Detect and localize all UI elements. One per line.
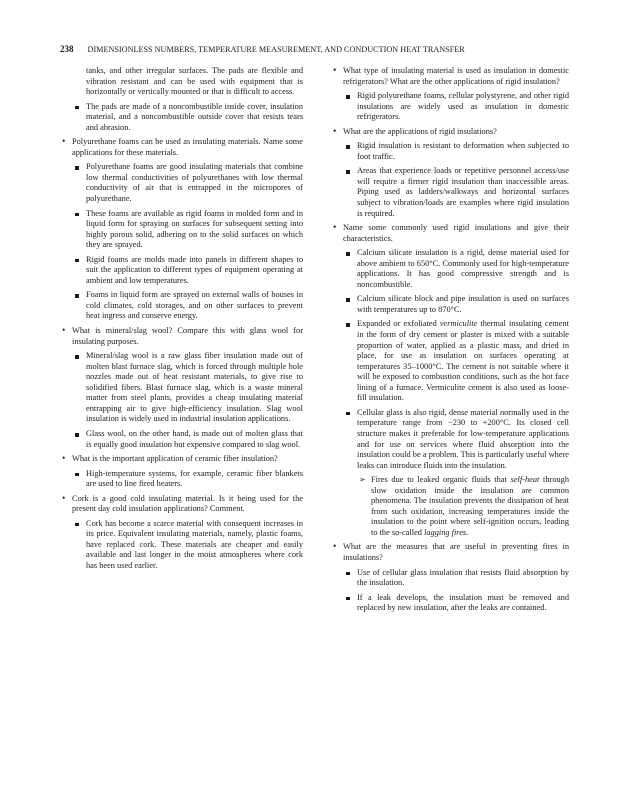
sub-bullet: The pads are made of a noncombustible inside cover, insulation material, and a noncombustible outside cover that resists tears and abrasion. [60,102,303,134]
question-mineral-wool: • What is mineral/slag wool? Compare this with glass wool for insulating purposes. [60,326,303,347]
question-ceramic-fiber: • What is the important application of ceramic fiber insulation? [60,454,303,465]
arrow-bullet-fires [331,475,569,538]
question-polyurethane: • Polyurethane foams can be used as insulating materials. Name some applications for these materials. [60,137,303,158]
text-run: thermal insulating cement in the form of dry cement or plaster is mixed with a suitable proportion of water, applied as a plastic mass, and dried in place, for use as insulation on surfaces operating at temperatures 35–1000°C. The cement is not suitable where it will be exposed to combustion conditions, such as the hot face lining of a furnace. Vermiculite cement is also used as loose-fill insulation. [357,319,569,403]
right-column [331,66,569,618]
continued-paragraph: tanks, and other irregular surfaces. The pads are flexible and vibration resistant and can be used with equipment that is horizontally or vertically mounted or that is difficult to access. [86,66,303,97]
sub-bullet: Mineral/slag wool is a raw glass fiber insulation made out of molten blast furnace slag, which is forced through multiple hole nozzles made out of heat resistant materials, to give rise to solidified fibers. Blast furnace slag, which is a waste mineral matter from steel plants, provides a cheap insulating material entrapping air to give high-efficiency insulation. Slag wool insulation is widely used in industrial insulation applications. [60,351,303,425]
sub-bullet: High-temperature systems, for example, ceramic fiber blankets are used to line fired heaters. [60,469,303,490]
page-number: 238 [60,44,74,54]
text-run: Expanded or exfoliated [357,319,440,329]
question-fire-prevention: • What are the measures that are useful in preventing fires in insulations? [331,542,569,563]
question-rigid-types: • Name some commonly used rigid insulations and give their characteristics. [331,223,569,244]
left-column [60,66,303,576]
sub-bullet: Glass wool, on the other hand, is made out of molten glass that is equally good insulation but expensive compared to slag wool. [60,429,303,450]
running-title: DIMENSIONLESS NUMBERS, TEMPERATURE MEASUREMENT, AND CONDUCTION HEAT TRANSFER [87,45,465,54]
sub-bullet: These foams are available as rigid foams in molded form and in liquid form for spraying on surfaces for subsequent setting into highly porous solid, adhering on to the solid surfaces on which they are sprayed. [60,209,303,251]
text-run: Fires due to leaked organic fluids that [371,475,511,485]
sub-bullet-cellular-glass: Cellular glass is also rigid, dense material normally used in the temperature range from −230 to +200°C. Its closed cell structure makes it preferable for low-temperature applications and for use on services where fluid absorption into the insulation could be a problem. This is particularly useful where leaks can introduce fluids into the insulation. [331,408,569,471]
sub-bullet: Calcium silicate block and pipe insulation is used on surfaces with temperatures up to 870°C. [331,294,569,315]
question-refrigerators: • What type of insulating material is used as insulation in domestic refrigerators? What are the other applications of rigid insulation? [331,66,569,87]
emphasis-self-heat: self-heat [510,475,540,485]
text-run: . [466,527,469,537]
sub-bullet: Foams in liquid form are sprayed on external walls of houses in cold climates, cold storages, and on other surfaces to prevent heat ingress and conserve energy. [60,290,303,322]
emphasis-vermiculite: vermiculite [439,319,478,329]
sub-bullet: Cork has become a scarce material with consequent increases in its price. Equivalent insulating materials, namely, plastic foams, have replaced cork. These materials are cheaper and easily available and last longer in the moist atmospheres where cork has been used earlier. [60,519,303,572]
sub-bullet: Use of cellular glass insulation that resists fluid absorption by the insulation. [331,568,569,589]
question-rigid-applications: • What are the applications of rigid insulations? [331,127,569,138]
sub-bullet: Rigid polyurethane foams, cellular polystyrene, and other rigid insulations are widely used as insulation in domestic refrigerators. [331,91,569,123]
sub-bullet: If a leak develops, the insulation must be removed and replaced by new insulation, after the leaks are contained. [331,593,569,614]
sub-bullet: Polyurethane foams are good insulating materials that combine low thermal conductivities of polyurethanes with low thermal conductivity of air that is entrapped in the micropores of polyurethane. [60,162,303,204]
running-header [60,44,565,58]
emphasis-lagging-fires: lagging fires [424,527,467,537]
sub-bullet: Calcium silicate insulation is a rigid, dense material used for above ambient to 650°C. Commonly used for high-temperature applications. It has good compressive strength and is noncombustible. [331,248,569,290]
sub-bullet-vermiculite [331,319,569,403]
text-run: through slow oxidation inside the insulation are common phenomena. The insulation prevents the dissipation of heat from such oxidation, increasing temperatures inside the insulation to the point where self-ignition occurs, leading to the so-called [371,475,570,537]
sub-bullet: Areas that experience loads or repetitive personnel access/use will require a firmer rigid insulation than inaccessible areas. Piping used as ladders/walkways and horizontal surfaces subject to vibration/loads are examples where rigid insulation is required. [331,166,569,219]
sub-bullet: Rigid insulation is resistant to deformation when subjected to foot traffic. [331,141,569,162]
question-cork: • Cork is a good cold insulating material. Is it being used for the present day cold insulation applications? Comment. [60,494,303,515]
sub-bullet: Rigid foams are molds made into panels in different shapes to suit the application to different types of equipment operating at ambient and low temperatures. [60,255,303,287]
